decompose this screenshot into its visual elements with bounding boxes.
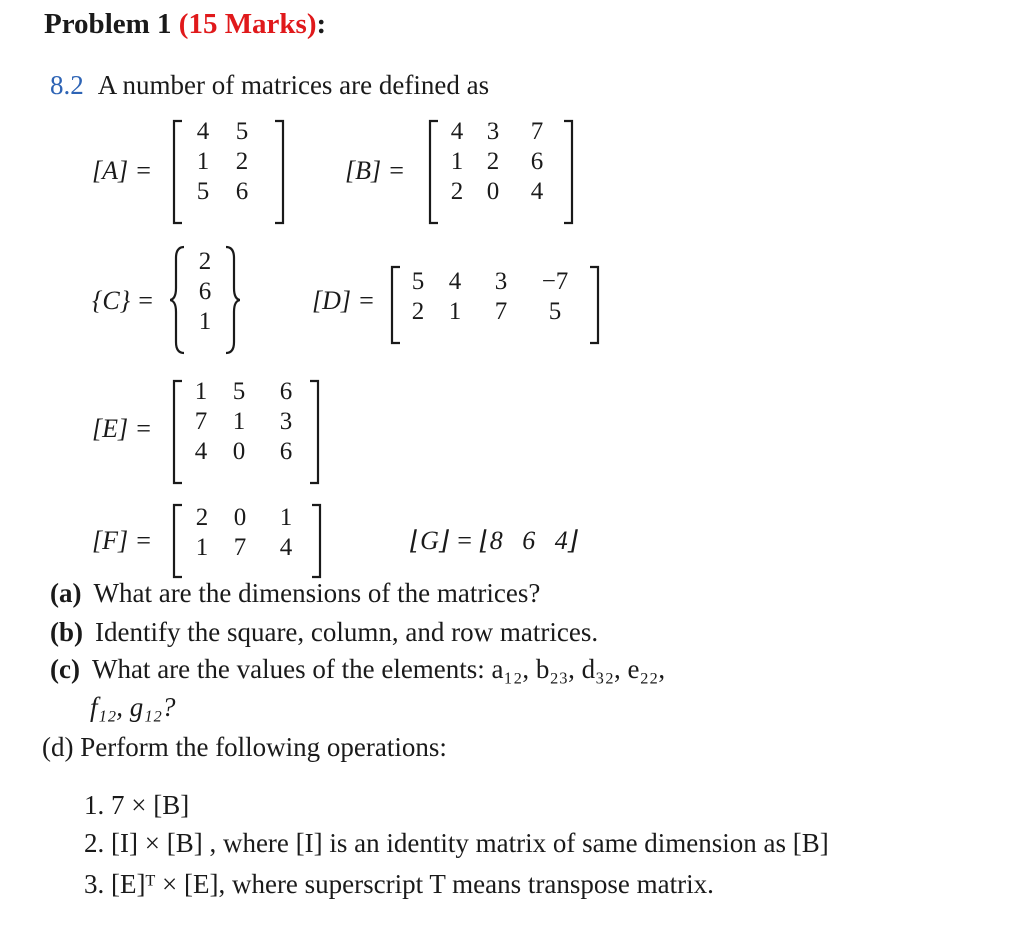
matrix-e-cell: 6 (279, 378, 293, 405)
matrix-a-cell: 2 (235, 148, 249, 175)
problem-number: 8.2 (50, 70, 84, 100)
question-a-tag: (a) (50, 578, 82, 608)
question-d: (d) Perform the following operations: (42, 732, 447, 762)
title-marks: (15 Marks) (178, 8, 317, 40)
matrix-b-cell: 2 (486, 148, 500, 175)
matrix-f (186, 504, 310, 562)
matrix-b-label: [B] = (345, 156, 406, 185)
matrix-f-cell: 4 (279, 534, 293, 561)
matrix-d-cell: 7 (494, 298, 508, 325)
matrix-d-cell: 5 (411, 268, 425, 295)
matrix-a-cell: 4 (196, 118, 210, 145)
matrix-b-cell: 4 (530, 178, 544, 205)
matrix-f-cell: 0 (233, 504, 247, 531)
matrix-d-cell: −7 (541, 268, 569, 295)
question-b-tag: (b) (50, 617, 83, 647)
matrix-d-cell: 4 (448, 268, 462, 295)
title-prefix: Problem 1 (44, 8, 179, 40)
operation-3: 3. [E]ᵀ × [E], where superscript T means transpose matrix. (84, 869, 714, 899)
question-b (50, 617, 598, 648)
matrix-c (192, 248, 218, 336)
question-c-tag: (c) (50, 654, 80, 684)
matrix-d-cell: 1 (448, 298, 462, 325)
matrix-c-cell: 6 (198, 278, 212, 305)
matrix-a-cell: 6 (235, 178, 249, 205)
matrix-f-cell: 1 (195, 534, 209, 561)
matrix-a-cell: 5 (196, 178, 210, 205)
matrix-b-cell: 4 (450, 118, 464, 145)
matrix-e-cell: 4 (194, 438, 208, 465)
matrix-g: ⌊G⌋ = ⌊8 6 4⌋ (410, 526, 578, 555)
question-c-continued: f₁₂, g₁₂? (90, 692, 176, 722)
matrix-e-cell: 6 (279, 438, 293, 465)
matrix-a-cell: 1 (196, 148, 210, 175)
matrix-c-cell: 2 (198, 248, 212, 275)
question-c-text: What are the values of the elements: a₁₂, b₂₃, d₃₂, e₂₂, (91, 654, 666, 684)
matrix-f-label: [F] = (92, 526, 153, 555)
matrix-b (442, 118, 560, 206)
problem-title (44, 8, 326, 41)
matrix-d-cell: 3 (494, 268, 508, 295)
matrix-b-cell: 7 (530, 118, 544, 145)
intro-line (50, 70, 489, 101)
matrix-a-cell: 5 (235, 118, 249, 145)
matrix-d-cell: 5 (548, 298, 562, 325)
matrix-b-cell: 1 (450, 148, 464, 175)
question-a (50, 578, 540, 609)
matrix-d (404, 268, 586, 326)
question-b-text: Identify the square, column, and row matrices. (95, 617, 599, 647)
matrix-b-cell: 6 (530, 148, 544, 175)
matrix-f-cell: 2 (195, 504, 209, 531)
matrix-b-cell: 0 (486, 178, 500, 205)
matrix-e-cell: 3 (279, 408, 293, 435)
question-c (50, 654, 665, 685)
matrix-c-label: {C} = (92, 286, 155, 315)
matrix-f-cell: 7 (233, 534, 247, 561)
matrix-e (186, 378, 310, 466)
operation-2: 2. [I] × [B] , where [I] is an identity matrix of same dimension as [B] (84, 828, 829, 858)
intro-text: A number of matrices are defined as (97, 70, 490, 100)
matrix-e-cell: 7 (194, 408, 208, 435)
title-suffix: : (316, 8, 327, 40)
matrix-a-label: [A] = (92, 156, 153, 185)
matrix-b-cell: 3 (486, 118, 500, 145)
matrix-e-cell: 1 (194, 378, 208, 405)
matrix-b-cell: 2 (450, 178, 464, 205)
matrix-e-cell: 0 (232, 438, 246, 465)
matrix-c-cell: 1 (198, 308, 212, 335)
matrix-d-cell: 2 (411, 298, 425, 325)
matrix-d-label: [D] = (312, 286, 376, 315)
matrix-f-cell: 1 (279, 504, 293, 531)
matrix-e-cell: 1 (232, 408, 246, 435)
matrix-e-cell: 5 (232, 378, 246, 405)
matrix-e-label: [E] = (92, 414, 153, 443)
question-a-text: What are the dimensions of the matrices? (93, 578, 541, 608)
matrix-a (188, 118, 266, 206)
operation-1: 1. 7 × [B] (84, 790, 190, 820)
